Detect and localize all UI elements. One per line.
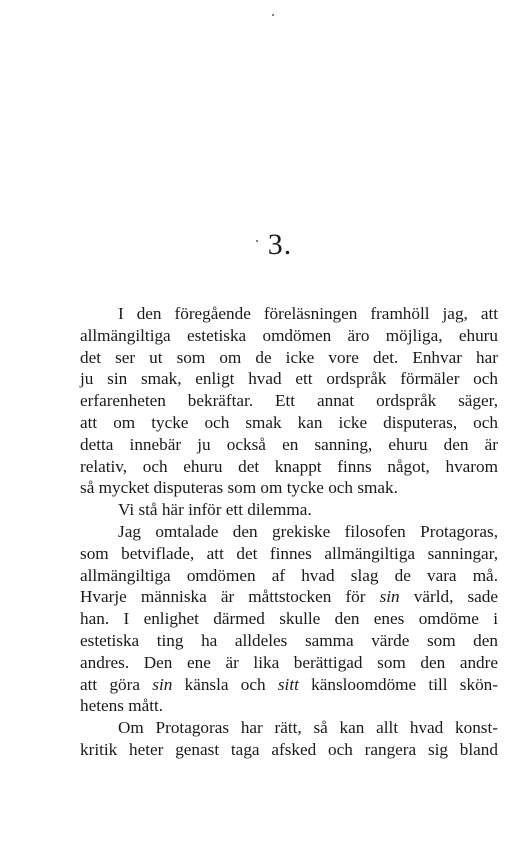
text-line: Om Protagoras har rätt, så kan allt hvad konst- [118, 718, 498, 738]
text-line: allmängiltiga estetiska omdömen äro möjliga, ehuru [80, 325, 498, 345]
text-line: som betviflade, att det finnes allmängiltiga sanningar, [80, 543, 498, 563]
text-line: andres. Den ene är lika berättigad som den andre [80, 652, 498, 672]
text-line: Vi stå här inför ett dilemma. [118, 500, 312, 520]
print-speck [272, 14, 274, 16]
text-line: Jag omtalade den grekiske filosofen Protagoras, [118, 521, 498, 541]
text-line: detta innebär ju också en sanning, ehuru den är [80, 434, 498, 454]
text-line: relativ, och ehuru det knappt finns något, hvarom [80, 456, 498, 476]
text-run: känsloomdöme till skön- [298, 674, 498, 694]
text-line [80, 674, 498, 696]
emphasis: sitt [277, 674, 299, 694]
text-run: att göra [80, 674, 153, 694]
text-line: så mycket disputeras som om tycke och smak. [80, 478, 398, 498]
text-line: kritik heter genast taga afsked och rangera sig bland [80, 739, 498, 759]
text-line: det ser ut som om de icke vore det. Enhvar har [80, 347, 498, 367]
text-line: ju sin smak, enligt hvad ett ordspråk förmäler och [80, 369, 498, 389]
text-line: I den föregående föreläsningen framhöll jag, att [118, 304, 498, 323]
body-text [80, 303, 498, 761]
text-run: känsla och [172, 674, 278, 694]
text-line: estetiska ting ha alldeles samma värde som den [80, 630, 498, 650]
emphasis: sin [152, 674, 173, 694]
text-run: Hvarje människa är måttstocken för [80, 587, 380, 607]
text-line: allmängiltiga omdömen af hvad slag de vara må. [80, 565, 498, 585]
chapter-number: 3. [267, 228, 293, 261]
text-line: erfarenheten bekräftar. Ett annat ordspråk säger, [80, 391, 498, 411]
text-line: hetens mått. [80, 696, 164, 716]
text-run: värld, sade [399, 587, 499, 607]
text-line: han. I enlighet därmed skulle den enes omdöme i [80, 609, 498, 629]
text-line [80, 586, 498, 608]
text-line: att om tycke och smak kan icke disputeras, och [80, 412, 498, 432]
emphasis: sin [379, 587, 400, 607]
